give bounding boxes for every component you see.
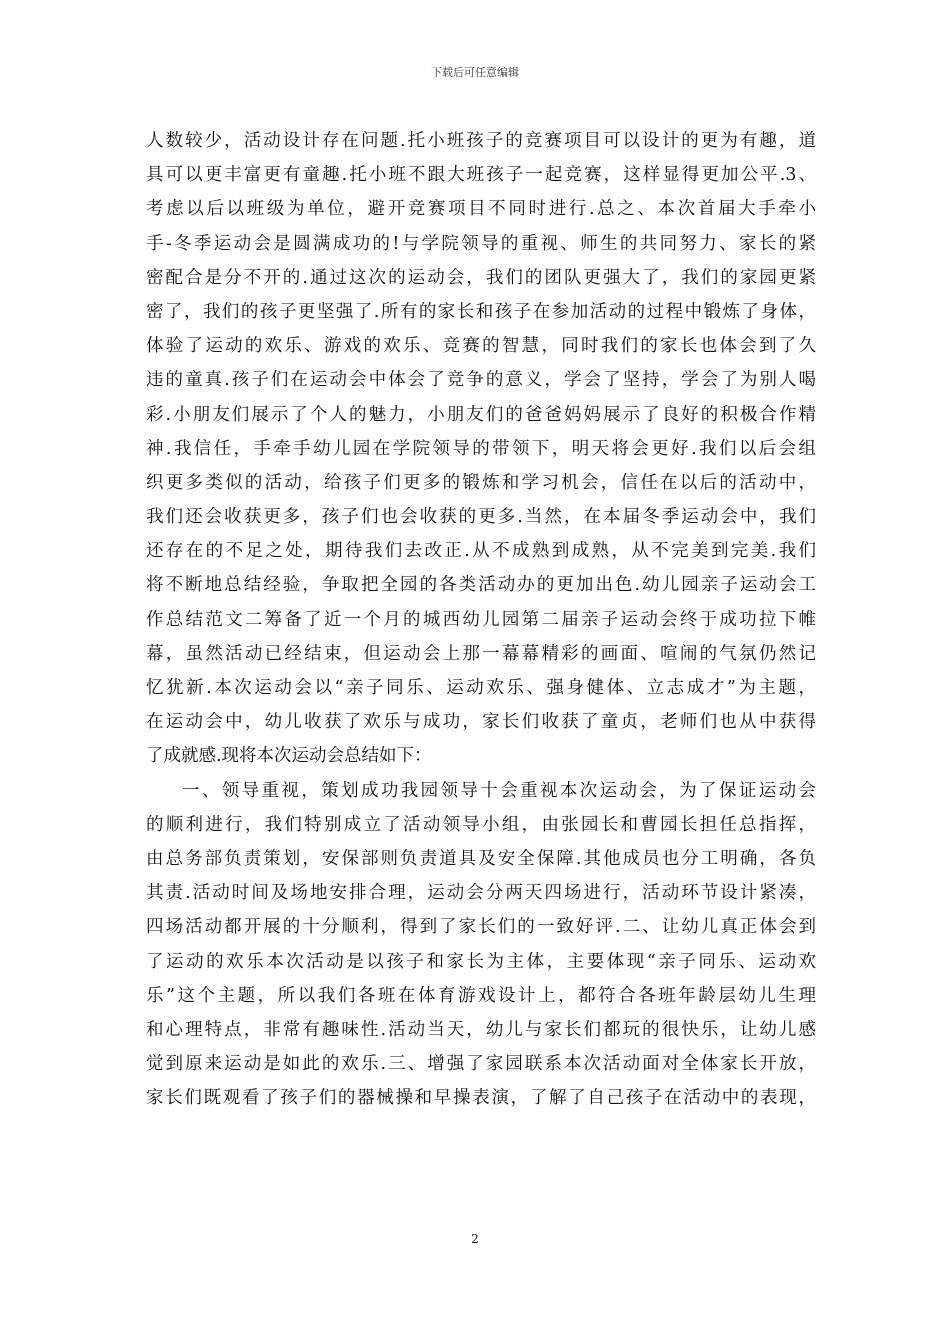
page-header: 下载后可任意编辑	[431, 66, 519, 79]
text-line: 其责.活动时间及场地安排合理，运动会分两天四场进行，活动环节设计紧凑，	[146, 883, 816, 904]
paragraph	[146, 774, 816, 1116]
text-line: 体验了运动的欢乐、游戏的欢乐、竞赛的智慧，同时我们的家长也体会到了久	[146, 336, 816, 357]
text-line: 密配合是分不开的.通过这次的运动会，我们的团队更强大了，我们的家园更紧	[146, 267, 816, 288]
text-line: 彩.小朋友们展示了个人的魅力，小朋友们的爸爸妈妈展示了良好的积极合作精	[146, 404, 816, 425]
page-number: 2	[471, 1232, 479, 1246]
text-line: 幕，虽然活动已经结束，但运动会上那一幕幕精彩的画面、喧闹的气氛仍然记	[146, 643, 816, 664]
text-line: 觉到原来运动是如此的欢乐.三、增强了家园联系本次活动面对全体家长开放，	[146, 1054, 816, 1075]
text-line: 一、领导重视，策划成功我园领导十会重视本次运动会，为了保证运动会	[182, 780, 816, 801]
text-line: 考虑以后以班级为单位，避开竞赛项目不同时进行.总之、本次首届大手牵小	[146, 199, 816, 220]
text-line: 在运动会中，幼儿收获了欢乐与成功，家长们收获了童贞，老师们也从中获得	[146, 712, 816, 733]
text-line: 密了，我们的孩子更坚强了.所有的家长和孩子在参加活动的过程中锻炼了身体，	[146, 301, 816, 322]
text-line: 神.我信任，手牵手幼儿园在学院领导的带领下，明天将会更好.我们以后会组	[146, 438, 816, 459]
text-line: 了运动的欢乐本次活动是以孩子和家长为主体，主要体现“亲子同乐、运动欢	[146, 951, 816, 972]
text-line: 忆犹新.本次运动会以“亲子同乐、运动欢乐、强身健体、立志成才”为主题，	[146, 678, 816, 698]
text-line: 人数较少，活动设计存在问题.托小班孩子的竞赛项目可以设计的更为有趣，道	[146, 131, 816, 151]
text-line: 由总务部负责策划，安保部则负责道具及安全保障.其他成员也分工明确，各负	[146, 848, 816, 869]
text-line: 具可以更丰富更有童趣.托小班不跟大班孩子一起竞赛，这样显得更加公平.3、	[146, 165, 816, 186]
text-line: 将不断地总结经验，争取把全园的各类活动办的更加出色.幼儿园亲子运动会工	[146, 575, 816, 596]
text-line: 乐”这个主题，所以我们各班在体育游戏设计上，都符合各班年龄层幼儿生理	[146, 985, 816, 1006]
paragraph	[146, 124, 816, 774]
document-body	[146, 124, 816, 1115]
text-line: 我们还会收获更多，孩子们也会收获的更多.当然，在本届冬季运动会中，我们	[146, 507, 816, 528]
text-line: 家长们既观看了孩子们的器械操和早操表演，了解了自己孩子在活动中的表现，	[146, 1088, 816, 1109]
text-line: 和心理特点，非常有趣味性.活动当天，幼儿与家长们都玩的很快乐，让幼儿感	[146, 1019, 816, 1040]
text-line: 手-冬季运动会是圆满成功的!与学院领导的重视、师生的共同努力、家长的紧	[146, 233, 816, 254]
text-line: 的顺利进行，我们特别成立了活动领导小组，由张园长和曹园长担任总指挥，	[146, 814, 816, 835]
text-line: 还存在的不足之处，期待我们去改正.从不成熟到成熟，从不完美到完美.我们	[146, 541, 816, 562]
text-line: 织更多类似的活动，给孩子们更多的锻炼和学习机会，信任在以后的活动中，	[146, 472, 816, 493]
text-line: 违的童真.孩子们在运动会中体会了竞争的意义，学会了坚持，学会了为别人喝	[146, 370, 816, 391]
text-line: 作总结范文二筹备了近一个月的城西幼儿园第二届亲子运动会终于成功拉下帷	[146, 609, 816, 630]
text-line: 四场活动都开展的十分顺利，得到了家长们的一致好评.二、让幼儿真正体会到	[146, 917, 816, 938]
text-line: 了成就感.现将本次运动会总结如下：	[146, 746, 432, 767]
